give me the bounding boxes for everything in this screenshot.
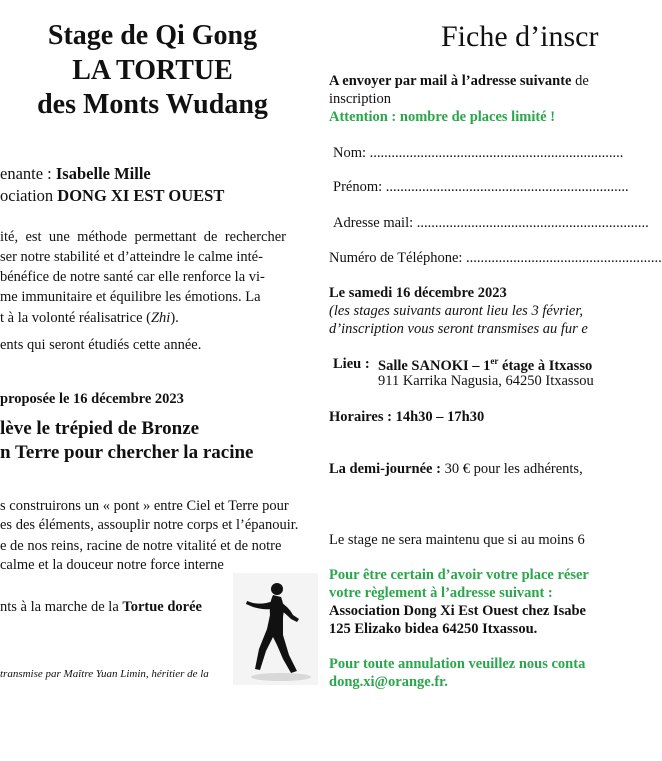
lieu-salle	[378, 356, 592, 375]
walk-prefix: nts à la marche de la	[0, 599, 123, 615]
field-telephone-label: Numéro de Téléphone:	[329, 250, 467, 266]
intro-line-5-end: ).	[170, 310, 179, 326]
intervenante-name: Isabelle Mille	[55, 164, 151, 183]
field-email[interactable]	[333, 215, 649, 232]
subtitle-line-1: lève le trépied de Bronze	[0, 418, 200, 439]
intro-line-5	[0, 310, 179, 327]
field-nom-dots: ......................................................................	[369, 145, 624, 161]
title-line-1: Stage de Qi Gong	[47, 20, 258, 51]
title-line-2: LA TORTUE	[72, 55, 233, 86]
lieu-salle-rest: étage à Itxasso	[498, 357, 593, 374]
tarif-bold: La demi-journée :	[329, 461, 441, 477]
body-line-2: es des éléments, assouplir notre corps et l’épanouir.	[0, 517, 299, 533]
address-line-2: 125 Elizako bidea 64250 Itxassou.	[329, 621, 538, 637]
form-title: Fiche d’inscr	[441, 20, 599, 53]
tarif-line	[329, 461, 583, 478]
footer-note: transmise par Maître Yuan Limin, héritier de la	[0, 668, 209, 680]
intervenante-prefix: enante :	[0, 164, 56, 183]
send-rest: de	[571, 73, 589, 89]
body-line-3: e de nos reins, racine de notre vitalité et de notre	[0, 538, 282, 554]
walk-bold: Tortue dorée	[122, 599, 202, 615]
tarif-rest: 30 € pour les adhérents,	[440, 461, 583, 477]
proposed-date: proposée le 16 décembre 2023	[0, 391, 184, 407]
intro-line-5-text: t à la volonté réalisatrice (	[0, 310, 151, 326]
maintenu-notice: Le stage ne sera maintenu que si au moins 6	[329, 532, 585, 548]
field-nom[interactable]	[333, 145, 623, 162]
field-email-label: Adresse mail:	[333, 215, 417, 231]
walk-line	[0, 599, 202, 616]
field-prenom[interactable]	[333, 179, 629, 196]
date-note-1: (les stages suivants auront lieu les 3 février,	[329, 303, 583, 319]
intervenante-line	[0, 164, 151, 184]
field-telephone[interactable]	[329, 250, 662, 267]
intro-line-1: ité, est une méthode permettant de rechercher	[0, 229, 286, 245]
address-line-1: Association Dong Xi Est Ouest chez Isabe	[329, 603, 586, 619]
qigong-silhouette-image	[233, 573, 318, 685]
subtitle-line-2: n Terre pour chercher la racine	[0, 442, 254, 463]
association-line	[0, 186, 224, 206]
date-note-2: d’inscription vous seront transmises au fur e	[329, 321, 588, 337]
intro-line-4: me immunitaire et équilibre les émotions. La	[0, 289, 261, 305]
field-telephone-dots: ......................................................	[466, 250, 662, 266]
field-email-dots: ................................................................	[416, 215, 649, 231]
horaires: Horaires : 14h30 – 17h30	[329, 409, 485, 425]
body-line-1: s construirons un « pont » entre Ciel et Terre pour	[0, 498, 289, 514]
lieu-label: Lieu :	[333, 356, 370, 372]
send-line-2: inscription	[329, 91, 392, 107]
annulation-email-link[interactable]: dong.xi@orange.fr.	[329, 674, 448, 690]
date-heading: Le samedi 16 décembre 2023	[329, 285, 507, 301]
field-nom-label: Nom:	[333, 145, 370, 161]
intro-line-2: ser notre stabilité et d’atteindre le calme inté-	[0, 249, 263, 265]
intro-zhi: Zhi	[150, 310, 171, 326]
send-line	[329, 73, 589, 90]
intro-line-3: bénéfice de notre santé car elle renforce la vi-	[0, 269, 265, 285]
association-name: DONG XI EST OUEST	[57, 186, 225, 205]
intro-last-line: ents qui seront étudiés cette année.	[0, 337, 202, 353]
field-prenom-dots: ...................................................................	[385, 179, 629, 195]
send-bold: A envoyer par mail à l’adresse suivante	[329, 73, 572, 89]
reserve-line-1: Pour être certain d’avoir votre place réser	[329, 567, 589, 583]
field-prenom-label: Prénom:	[333, 179, 386, 195]
body-line-4: calme et la douceur notre force interne	[0, 557, 224, 573]
annulation-line-1: Pour toute annulation veuillez nous conta	[329, 656, 586, 672]
association-prefix: ociation	[0, 186, 58, 205]
lieu-sup: er	[490, 356, 499, 366]
lieu-address: 911 Karrika Nagusia, 64250 Itxassou	[378, 373, 594, 389]
reserve-line-2: votre règlement à l’adresse suivant :	[329, 585, 553, 601]
lieu-salle-text: Salle SANOKI – 1	[378, 357, 491, 374]
title-line-3: des Monts Wudang	[37, 89, 268, 120]
attention-notice: Attention : nombre de places limité !	[329, 109, 556, 125]
